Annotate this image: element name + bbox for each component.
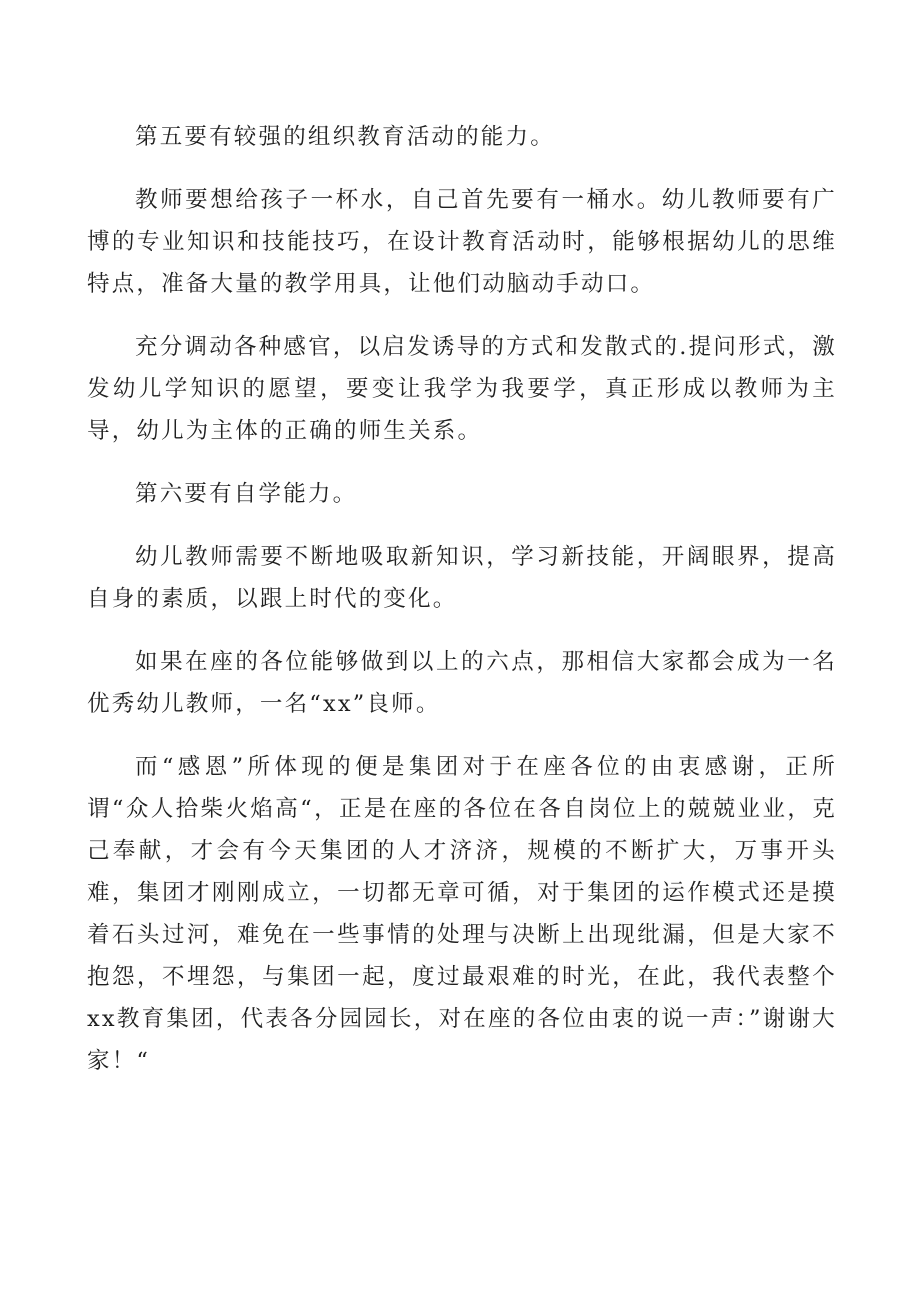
paragraph-item-6-heading: 第六要有自学能力。 bbox=[135, 481, 358, 507]
paragraph-self-learning: 幼儿教师需要不断地吸取新知识，学习新技能，开阔眼界，提高自身的素质，以跟上时代的变化。 bbox=[87, 544, 837, 612]
document-body bbox=[87, 116, 837, 1082]
paragraph-senses: 充分调动各种感官，以启发诱导的方式和发散式的.提问形式，激发幼儿学知识的愿望，要变让我学为我要学，真正形成以教师为主导，幼儿为主体的正确的师生关系。 bbox=[87, 334, 837, 444]
paragraph-gratitude: 而“感恩”所体现的便是集团对于在座各位的由衷感谢，正所谓“众人拾柴火焰高“，正是在座的各位在各自岗位上的兢兢业业，克己奉献，才会有今天集团的人才济济，规模的不断扩大，万事开头难，集团才刚刚成立，一切都无章可循，对于集团的运作模式还是摸着石头过河，难免在一些事情的处理与决断上出现纰漏，但是大家不抱怨，不埋怨，与集团一起，度过最艰难的时光，在此，我代表整个xx教育集团，代表各分园园长，对在座的各位由衷的说一声：”谢谢大家！“ bbox=[87, 754, 837, 1074]
paragraph-summary: 如果在座的各位能够做到以上的六点，那相信大家都会成为一名优秀幼儿教师，一名“xx”良师。 bbox=[87, 649, 837, 717]
paragraph-teacher-knowledge: 教师要想给孩子一杯水，自己首先要有一桶水。幼儿教师要有广博的专业知识和技能技巧，在设计教育活动时，能够根据幼儿的思维特点，准备大量的教学用具，让他们动脑动手动口。 bbox=[87, 187, 837, 297]
paragraph-item-5-heading: 第五要有较强的组织教育活动的能力。 bbox=[135, 124, 555, 150]
